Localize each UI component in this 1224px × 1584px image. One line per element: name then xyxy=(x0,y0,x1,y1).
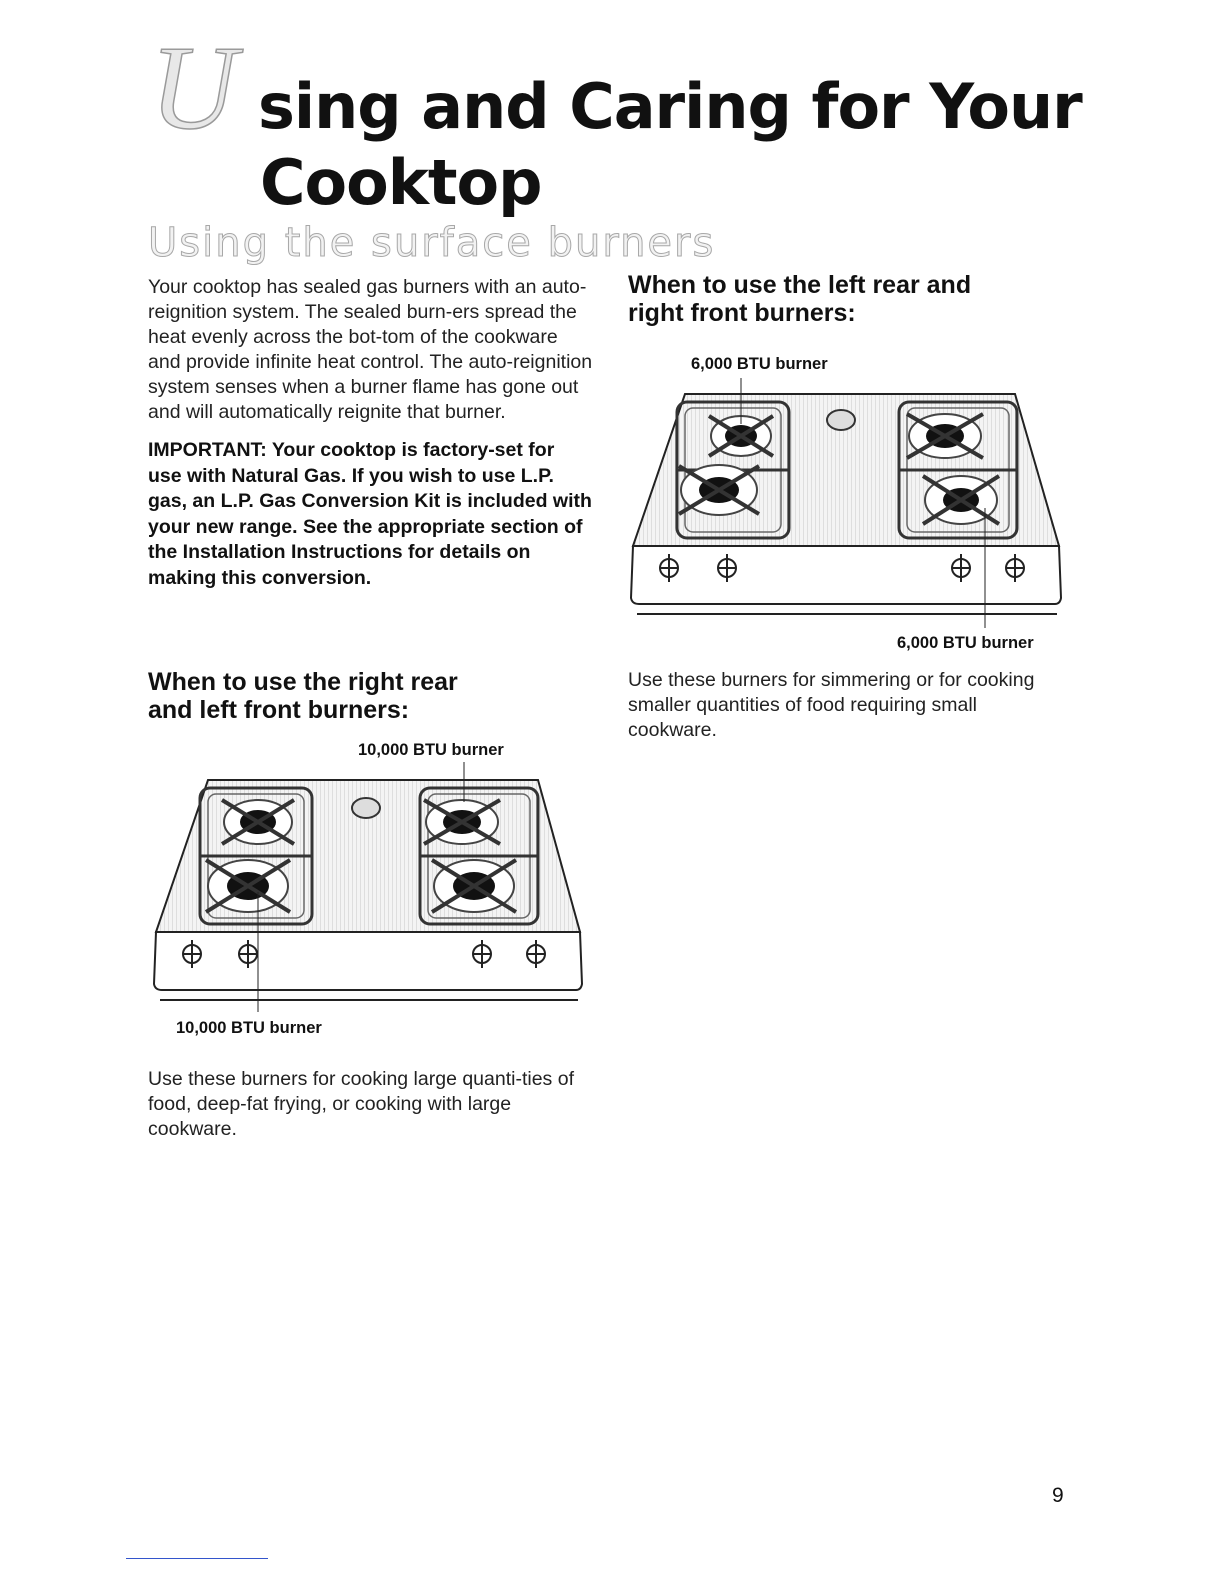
right-rear-heading-line1: When to use the right rear xyxy=(148,668,458,696)
left-rear-heading xyxy=(628,271,1068,327)
right-rear-heading xyxy=(148,668,598,724)
right-rear-heading-line2: and left front burners: xyxy=(148,696,410,724)
cooktop-illustration-large-burners xyxy=(148,762,588,1012)
left-rear-description-block xyxy=(628,668,1068,743)
burner-left-front xyxy=(679,465,759,515)
title-line-1: sing and Caring for Your xyxy=(258,70,1082,143)
center-cap xyxy=(352,798,380,818)
right-rear-caption-bottom: 10,000 BTU burner xyxy=(176,1019,322,1037)
control-panel xyxy=(154,932,582,990)
control-panel xyxy=(631,546,1061,604)
left-rear-heading-line1: When to use the left rear and xyxy=(628,271,972,299)
burner-right-front xyxy=(923,476,999,524)
section-heading: Using the surface burners xyxy=(148,220,716,266)
intro-paragraph: Your cooktop has sealed gas burners with an auto-reignition system. The sealed burn-ers spread the heat evenly across the bot-tom of the cookware and provide infinite heat control. The auto-reignition system senses when a burner flame has gone out and will automatically reignite that burner. xyxy=(148,276,593,423)
burner-left-rear xyxy=(222,800,294,844)
center-cap xyxy=(827,410,855,430)
right-rear-description-block xyxy=(148,1067,598,1142)
important-note: IMPORTANT: Your cooktop is factory-set for use with Natural Gas. If you wish to use L.P. gas, an L.P. Gas Conversion Kit is included with your new range. See the appropriate section of the Installation Instructions for details on making this conversion. xyxy=(148,439,592,589)
cooktop-illustration-small-burners xyxy=(623,378,1067,628)
right-rear-description: Use these burners for cooking large quanti-ties of food, deep-fat frying, or cooking with large cookware. xyxy=(148,1068,574,1140)
page-title xyxy=(150,21,1150,228)
right-rear-caption-top: 10,000 BTU burner xyxy=(358,741,504,759)
page-number: 9 xyxy=(1052,1484,1064,1507)
left-rear-caption-top: 6,000 BTU burner xyxy=(691,355,828,373)
left-rear-heading-line2: right front burners: xyxy=(628,299,856,327)
title-drop-cap: U xyxy=(150,21,237,154)
intro-column xyxy=(148,275,593,591)
burner-right-rear xyxy=(907,414,983,458)
burner-right-rear xyxy=(424,800,500,844)
title-line-2: Cooktop xyxy=(260,146,542,219)
left-rear-caption-bottom: 6,000 BTU burner xyxy=(897,634,1034,652)
footer-rule xyxy=(126,1558,268,1559)
burner-left-front xyxy=(206,860,290,912)
burner-right-front xyxy=(432,860,516,912)
left-rear-description: Use these burners for simmering or for cooking smaller quantities of food requiring small cookware. xyxy=(628,669,1035,741)
